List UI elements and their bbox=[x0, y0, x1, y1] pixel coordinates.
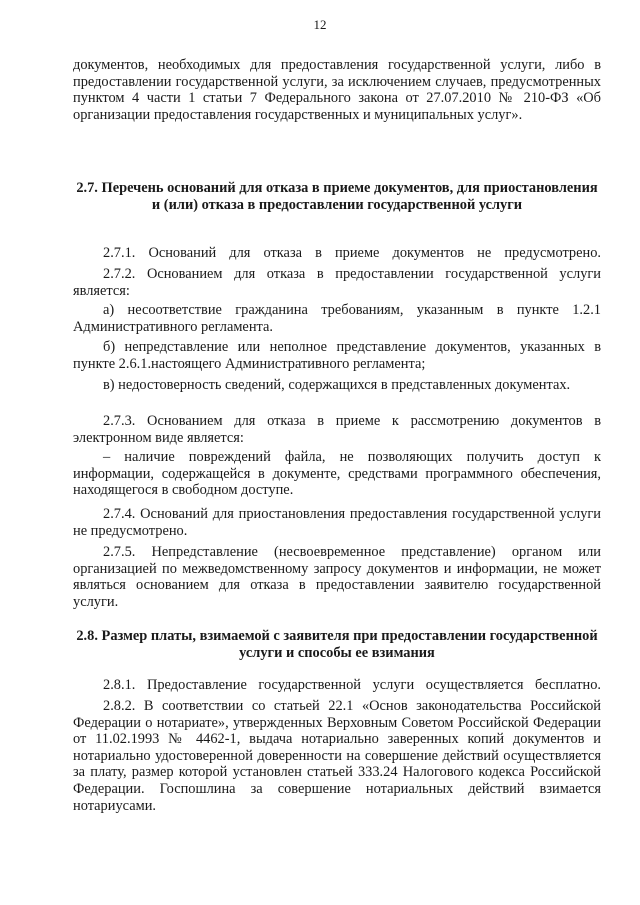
list-item-dash: – наличие повреждений файла, не позволяющих получить доступ к информации, содержащейся в документе, средствами программного обеспечения, находящегося в свободном доступе. bbox=[73, 449, 601, 499]
paragraph-2-8-2: 2.8.2. В соответствии со статьей 22.1 «Основ законодательства Российской Федерации о нотариате», утвержденных Верховным Советом Российской Федерации от 11.02.1993 № 4462-1, выдача нотариально заверенных копий документов и нотариально удостоверенной доверенности на совершение действий осуществляется за плату, размер которой установлен статьей 333.24 Налогового кодекса Российской Федерации. Госпошлина за совершение нотариальных действий взимается нотариусами. bbox=[73, 698, 601, 814]
paragraph-2-8-1: 2.8.1. Предоставление государственной услуги осуществляется бесплатно. bbox=[103, 677, 601, 693]
intro-paragraph: документов, необходимых для предоставления государственной услуги, либо в предоставлении государственной услуги, за исключением случаев, предусмотренных пунктом 4 части 1 статьи 7 Федерального закона от 27.07.2010 № 210-ФЗ «Об организации предоставления государственных и муниципальных услуг». bbox=[73, 57, 601, 123]
list-item-a: а) несоответствие гражданина требованиям, указанным в пункте 1.2.1 Административного регламента. bbox=[73, 302, 601, 335]
page-number: 12 bbox=[313, 17, 327, 32]
paragraph-2-7-1: 2.7.1. Оснований для отказа в приеме документов не предусмотрено. bbox=[103, 245, 601, 261]
section-2-7-heading: 2.7. Перечень оснований для отказа в приеме документов, для приостановления и (или) отказа в предоставлении государственной услуги bbox=[76, 180, 598, 213]
list-item-b: б) непредставление или неполное представление документов, указанных в пункте 2.6.1.настоящего Административного регламента; bbox=[73, 339, 601, 372]
paragraph-2-7-5: 2.7.5. Непредставление (несвоевременное представление) органом или организацией по межведомственному запросу документов и информации, не может являться основанием для отказа в предоставлении заявителю государственной услуги. bbox=[73, 544, 601, 610]
list-item-c: в) недостоверность сведений, содержащихся в представленных документах. bbox=[103, 377, 571, 393]
paragraph-2-7-2: 2.7.2. Основанием для отказа в предоставлении государственной услуги является: bbox=[73, 266, 601, 299]
section-2-8-heading: 2.8. Размер платы, взимаемой с заявителя при предоставлении государственной услуги и способы ее взимания bbox=[76, 628, 598, 661]
paragraph-2-7-3: 2.7.3. Основанием для отказа в приеме к рассмотрению документов в электронном виде является: bbox=[73, 413, 601, 446]
paragraph-2-7-4: 2.7.4. Оснований для приостановления предоставления государственной услуги не предусмотрено. bbox=[73, 506, 601, 539]
